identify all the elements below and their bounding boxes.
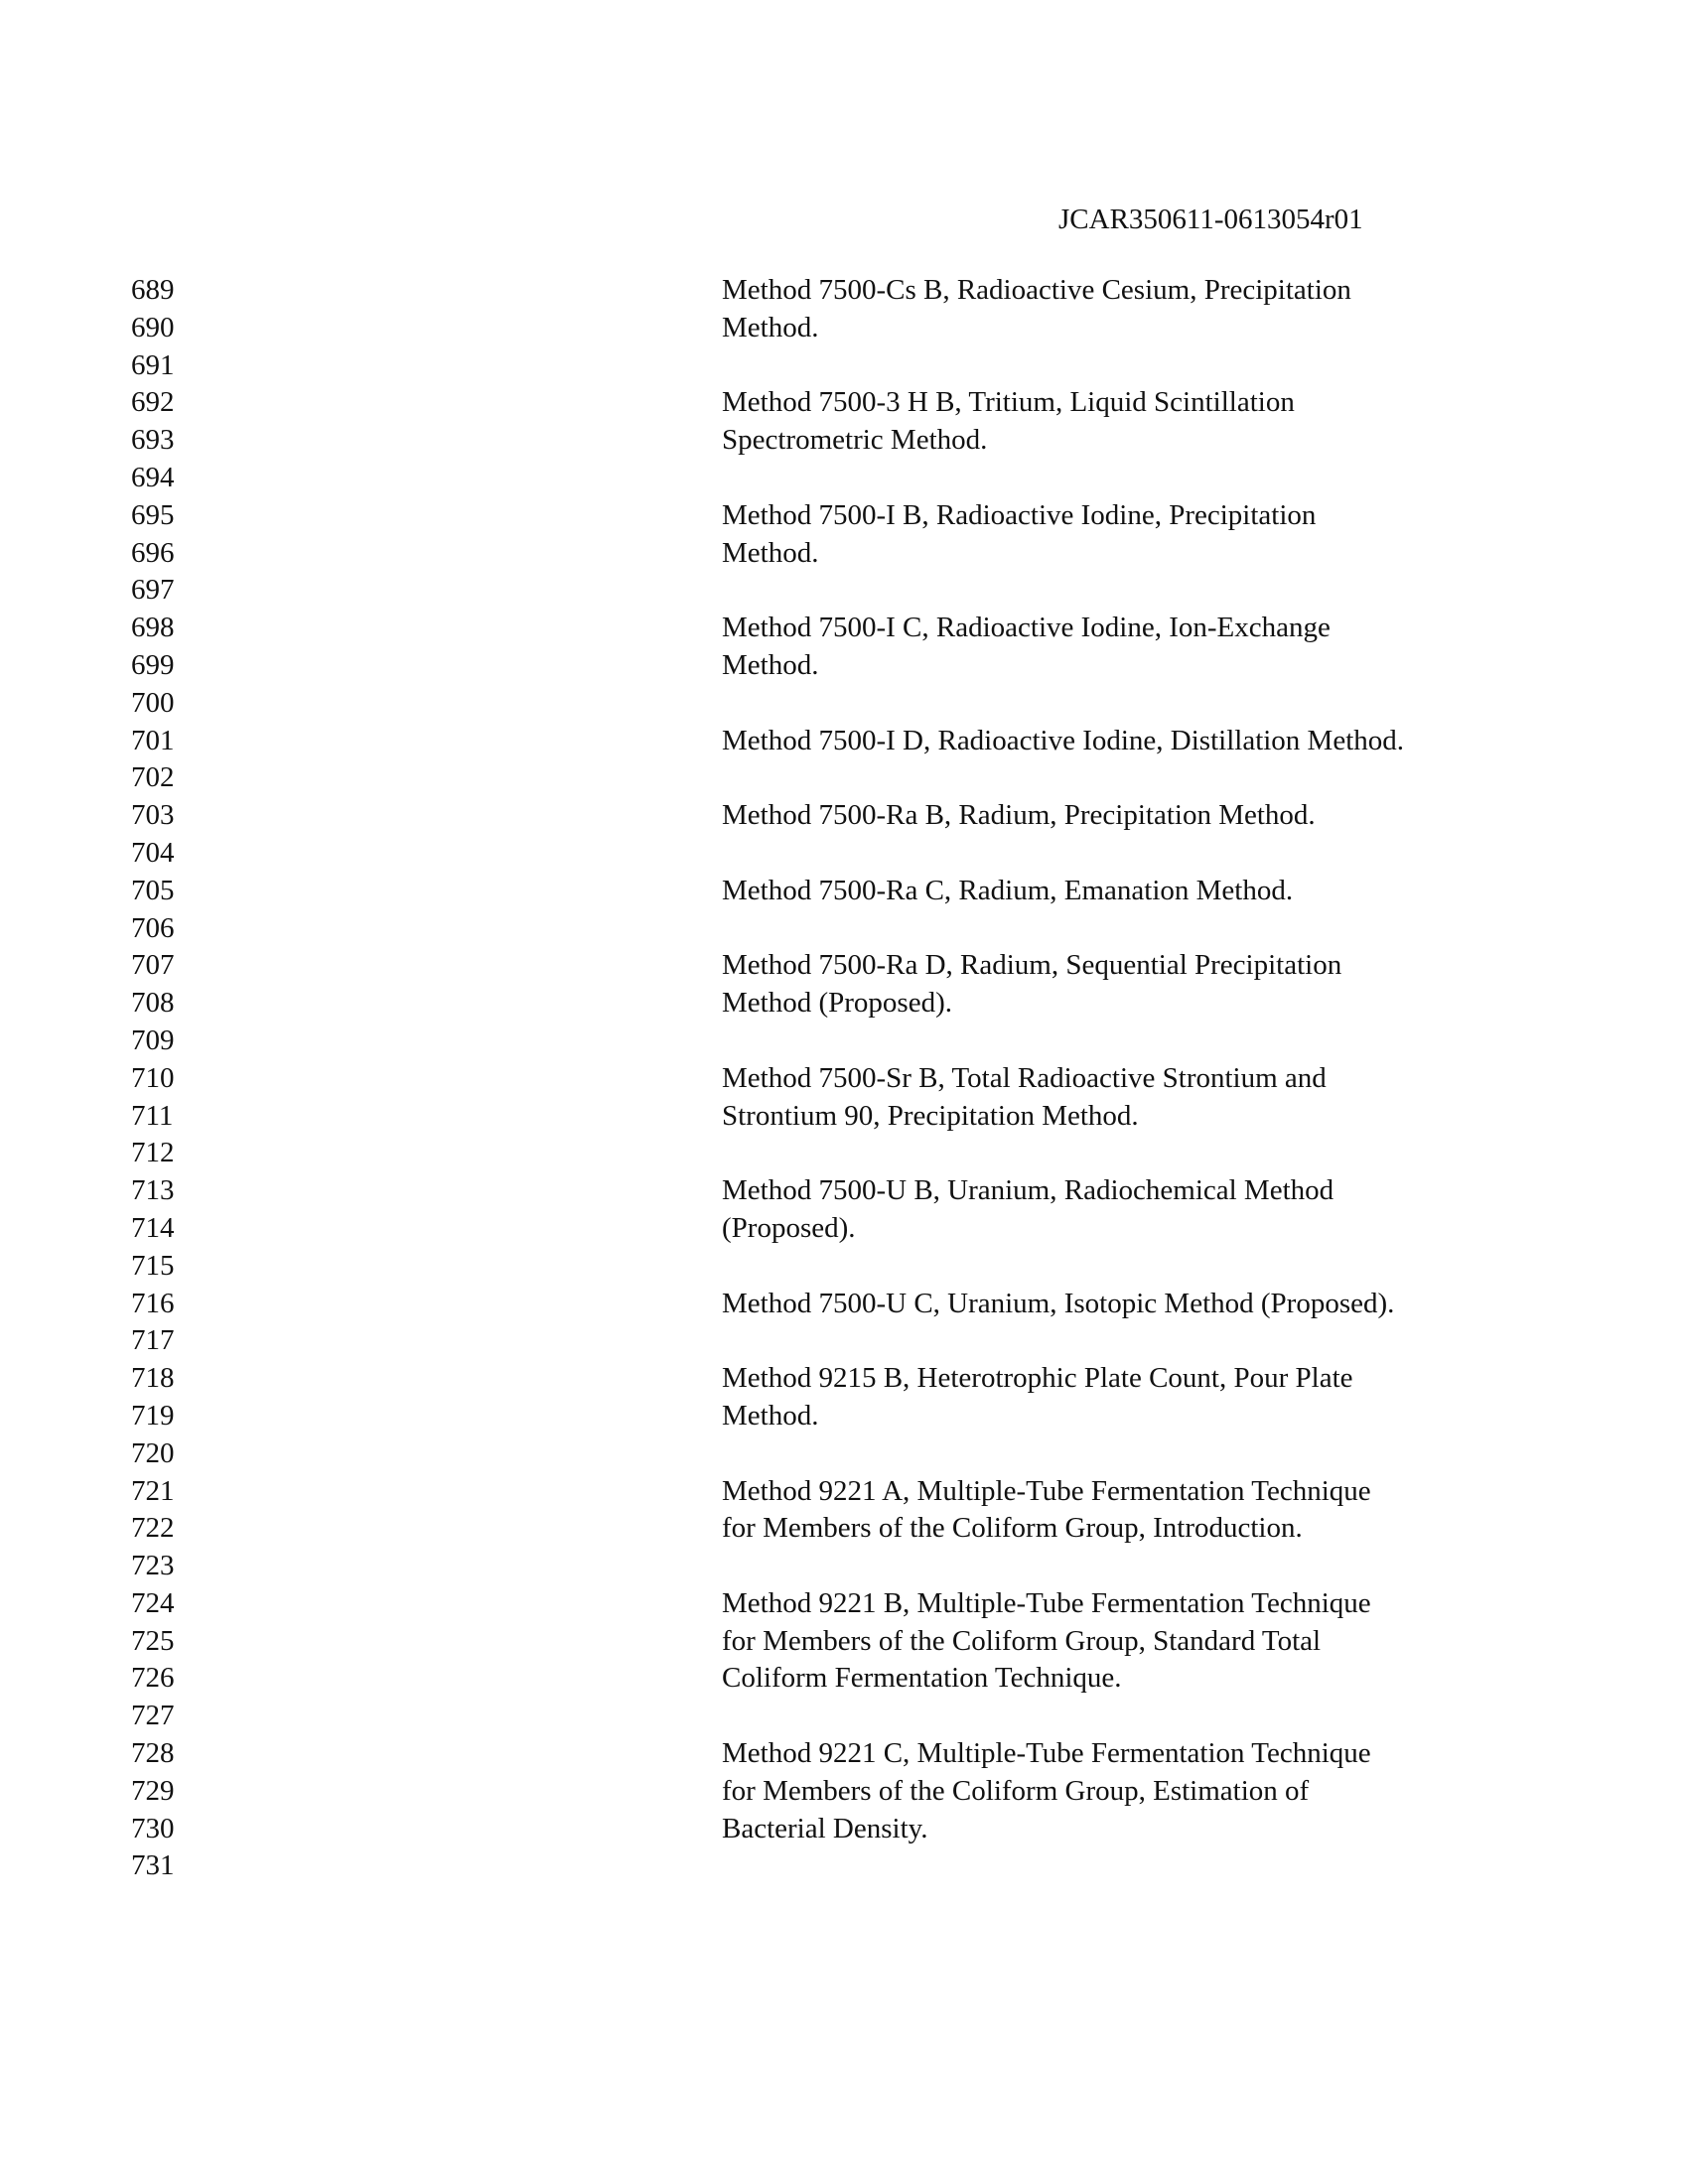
method-entry	[722, 384, 1615, 496]
blank-line	[722, 685, 1615, 723]
method-entry-line: Method 7500-U C, Uranium, Isotopic Method (Proposed).	[722, 1287, 1395, 1319]
blank-line	[722, 347, 1615, 385]
line-number: 708	[131, 987, 175, 1020]
line-number: 697	[131, 574, 175, 607]
line-number: 727	[131, 1700, 175, 1732]
method-entry-line: Strontium 90, Precipitation Method.	[722, 1099, 1139, 1132]
method-entry-line: Method 7500-Ra D, Radium, Sequential Precipitation	[722, 949, 1342, 982]
line-number: 711	[131, 1099, 174, 1132]
line-number: 693	[131, 424, 175, 457]
line-number: 692	[131, 386, 175, 419]
method-entry	[722, 873, 1615, 948]
method-entry-line: Method 7500-Ra B, Radium, Precipitation Method.	[722, 799, 1316, 832]
method-entry-line: Method 9221 A, Multiple-Tube Fermentation Technique	[722, 1474, 1371, 1507]
line-number: 704	[131, 836, 175, 869]
method-entry-line: Method 7500-I D, Radioactive Iodine, Distillation Method.	[722, 724, 1405, 756]
line-number: 690	[131, 311, 175, 343]
method-entry-line: Method 7500-Cs B, Radioactive Cesium, Precipitation	[722, 274, 1351, 306]
line-number: 717	[131, 1324, 175, 1357]
blank-line	[722, 910, 1615, 948]
line-number: 709	[131, 1024, 175, 1056]
method-entry	[722, 1585, 1615, 1735]
line-number: 710	[131, 1061, 175, 1094]
method-entry	[722, 1060, 1615, 1172]
method-entry-line: Method 7500-3 H B, Tritium, Liquid Scintillation	[722, 386, 1295, 419]
blank-line	[722, 835, 1615, 873]
method-entry	[722, 1735, 1615, 1885]
method-entry-line: Coliform Fermentation Technique.	[722, 1662, 1122, 1695]
blank-line	[722, 759, 1615, 797]
line-number: 713	[131, 1174, 175, 1207]
line-number: 715	[131, 1249, 175, 1282]
method-entry-line: Method 9221 B, Multiple-Tube Fermentation Technique	[722, 1586, 1371, 1619]
line-number: 712	[131, 1137, 175, 1169]
method-entry-line: for Members of the Coliform Group, Estimation of	[722, 1774, 1310, 1807]
line-number: 722	[131, 1512, 175, 1545]
blank-line	[722, 572, 1615, 610]
method-entry	[722, 1286, 1615, 1361]
method-entry	[722, 723, 1615, 798]
line-number: 731	[131, 1849, 175, 1882]
blank-line	[722, 1248, 1615, 1286]
blank-line	[722, 1135, 1615, 1172]
method-entry	[722, 947, 1615, 1059]
method-entry	[722, 1360, 1615, 1472]
blank-line	[722, 1698, 1615, 1735]
line-number: 703	[131, 799, 175, 832]
method-entry-line: for Members of the Coliform Group, Standard Total	[722, 1624, 1322, 1657]
method-entry	[722, 610, 1615, 722]
method-entry-line: Method (Proposed).	[722, 987, 952, 1020]
line-number: 730	[131, 1812, 175, 1844]
method-entry-line: Method 7500-Ra C, Radium, Emanation Method.	[722, 874, 1294, 906]
blank-line	[722, 1847, 1615, 1885]
method-entry	[722, 1172, 1615, 1285]
method-entry-line: Method 7500-I B, Radioactive Iodine, Precipitation	[722, 498, 1317, 531]
line-number-column	[131, 272, 175, 1885]
method-entry-line: Spectrometric Method.	[722, 424, 988, 457]
method-entry-line: Method.	[722, 536, 819, 569]
method-entry-line: Bacterial Density.	[722, 1812, 928, 1844]
line-number: 701	[131, 724, 175, 756]
method-list	[722, 272, 1615, 1885]
line-number: 719	[131, 1399, 175, 1432]
blank-line	[722, 1322, 1615, 1360]
line-number: 698	[131, 612, 175, 644]
line-number: 695	[131, 498, 175, 531]
method-entry	[722, 1473, 1615, 1585]
method-entry-line: Method 9215 B, Heterotrophic Plate Count, Pour Plate	[722, 1362, 1353, 1395]
line-number: 724	[131, 1586, 175, 1619]
blank-line	[722, 1548, 1615, 1585]
line-number: 714	[131, 1211, 175, 1244]
line-number: 720	[131, 1436, 175, 1469]
line-number: 723	[131, 1550, 175, 1582]
line-number: 705	[131, 874, 175, 906]
blank-line	[722, 460, 1615, 497]
line-number: 700	[131, 686, 175, 719]
blank-line	[722, 1435, 1615, 1473]
line-number: 726	[131, 1662, 175, 1695]
line-number: 702	[131, 761, 175, 794]
line-number: 718	[131, 1362, 175, 1395]
method-entry-line: Method 7500-U B, Uranium, Radiochemical Method	[722, 1174, 1334, 1207]
method-entry	[722, 797, 1615, 873]
method-entry-line: for Members of the Coliform Group, Introduction.	[722, 1512, 1303, 1545]
line-number: 721	[131, 1474, 175, 1507]
line-number: 707	[131, 949, 175, 982]
line-number: 694	[131, 461, 175, 493]
document-id-header: JCAR350611-0613054r01	[1058, 204, 1363, 235]
blank-line	[722, 1023, 1615, 1060]
method-entry-line: Method 7500-Sr B, Total Radioactive Strontium and	[722, 1061, 1327, 1094]
method-entry	[722, 497, 1615, 610]
method-entry-line: (Proposed).	[722, 1211, 856, 1244]
method-entry	[722, 272, 1615, 384]
method-entry-line: Method 9221 C, Multiple-Tube Fermentation Technique	[722, 1737, 1371, 1770]
method-entry-line: Method.	[722, 311, 819, 343]
method-entry-line: Method 7500-I C, Radioactive Iodine, Ion-Exchange	[722, 612, 1331, 644]
line-number: 729	[131, 1774, 175, 1807]
line-number: 689	[131, 274, 175, 306]
line-number: 706	[131, 911, 175, 944]
method-entry-line: Method.	[722, 648, 819, 681]
line-number: 716	[131, 1287, 175, 1319]
line-number: 696	[131, 536, 175, 569]
method-entry-line: Method.	[722, 1399, 819, 1432]
line-number: 725	[131, 1624, 175, 1657]
line-number: 728	[131, 1737, 175, 1770]
line-number: 699	[131, 648, 175, 681]
line-number: 691	[131, 348, 175, 381]
